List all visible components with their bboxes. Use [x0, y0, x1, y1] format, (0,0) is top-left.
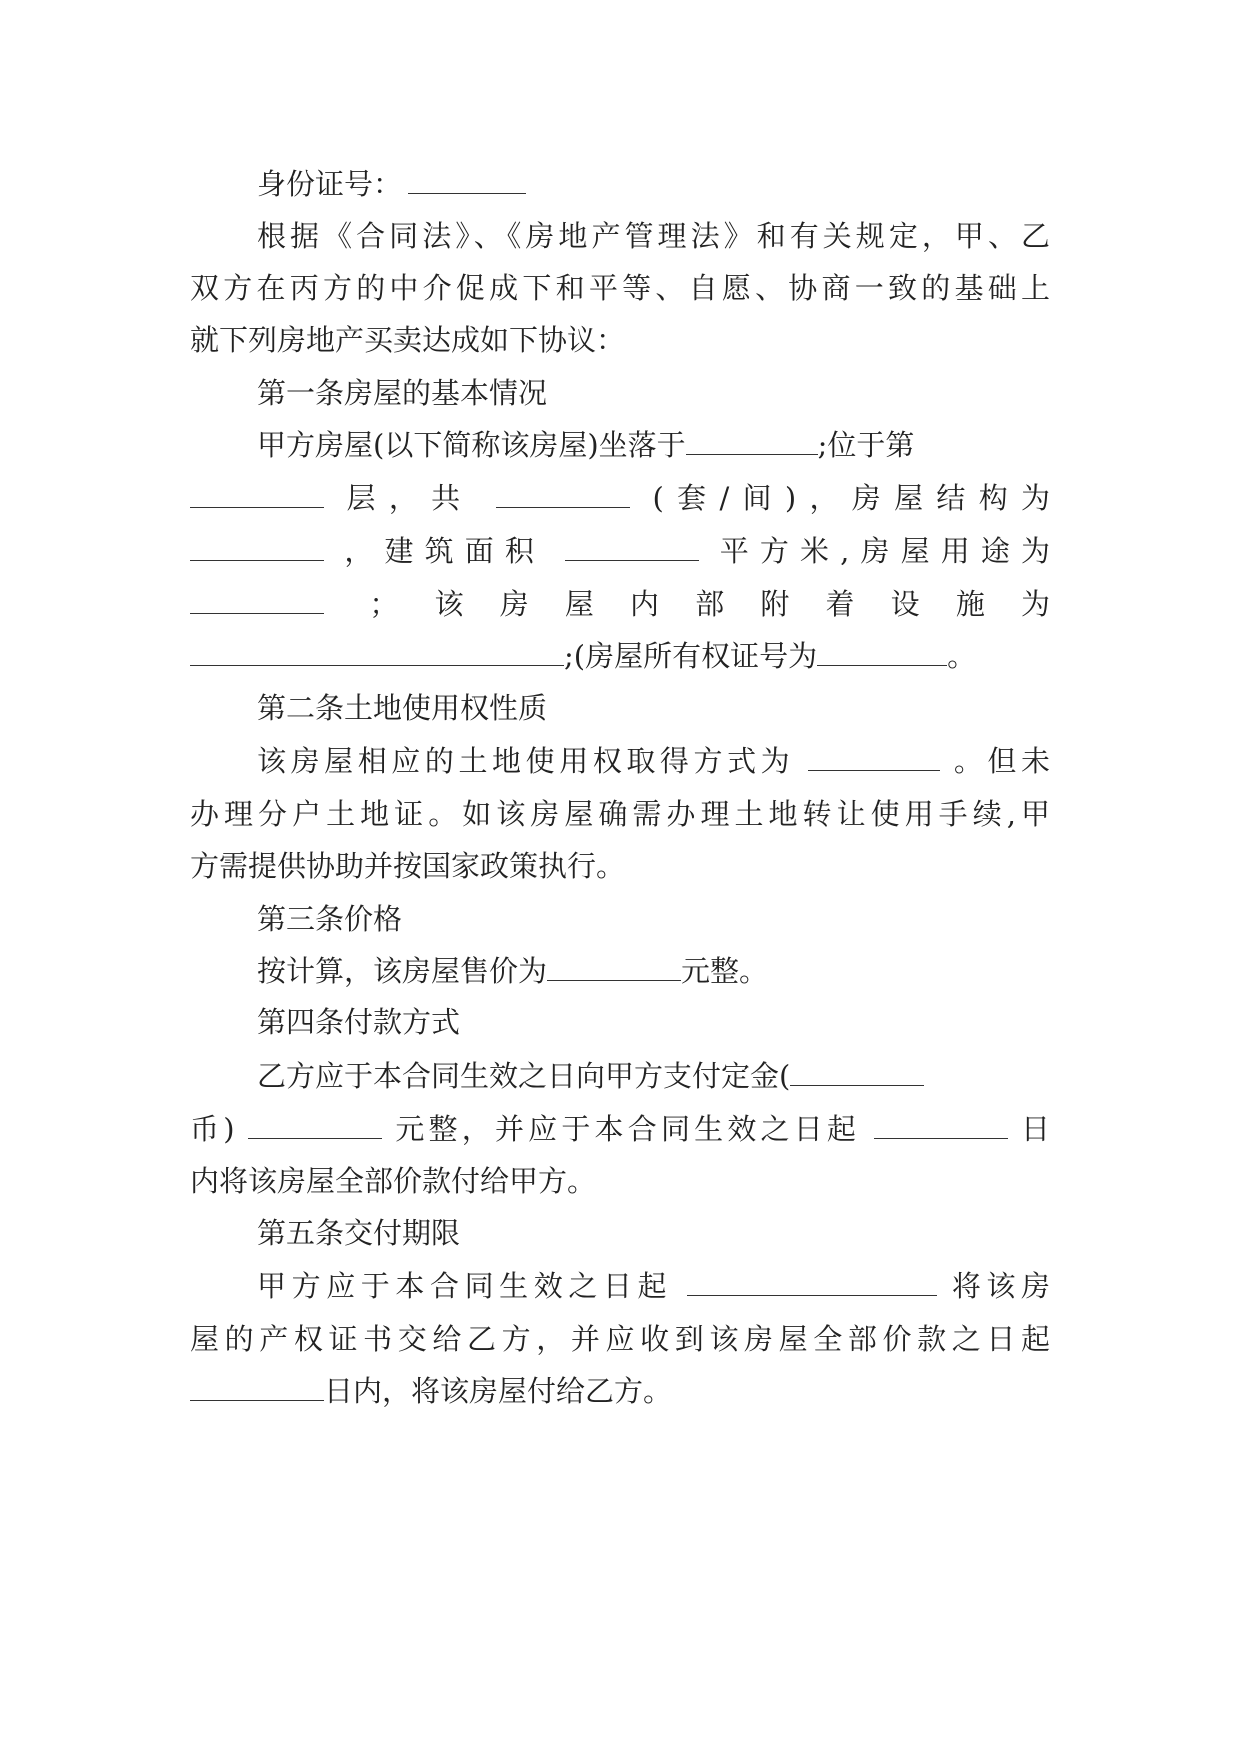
- article-5-text-3: 日内，将该房屋付给乙方。: [324, 1374, 673, 1408]
- article-4-text-2c: 日: [1020, 1112, 1050, 1146]
- article-2-text-1b: 。但未: [953, 744, 1050, 778]
- article-3-heading: [257, 895, 1050, 943]
- article-1-heading: [257, 369, 1050, 417]
- payment-days-blank: [874, 1108, 1008, 1139]
- preamble-line-1: [257, 212, 1050, 260]
- article-4-heading: [257, 998, 1050, 1046]
- location-blank: [686, 424, 818, 455]
- article-4-title: 第四条付款方式: [257, 1005, 461, 1039]
- article-2-text-2: 办理分户土地证。如该房屋确需办理土地转让使用手续,甲: [190, 797, 1050, 831]
- preamble-line-3: [190, 316, 1050, 364]
- article-1-text-4: ；该房屋内部附着设施为: [369, 587, 1050, 621]
- article-4-line-1: [257, 1052, 1050, 1100]
- article-1-line-1: [257, 421, 1050, 469]
- article-3-line-1: [257, 947, 1050, 995]
- article-3-text-1a: 按计算，该房屋售价为: [257, 954, 548, 988]
- article-5-text-2: 屋的产权证书交给乙方，并应收到该房屋全部价款之日起: [190, 1322, 1050, 1356]
- article-5-line-3: [190, 1367, 1050, 1415]
- article-2-text-1a: 该房屋相应的土地使用权取得方式为: [257, 744, 795, 778]
- article-4-text-3: 内将该房屋全部价款付给甲方。: [190, 1164, 597, 1198]
- article-5-title: 第五条交付期限: [257, 1216, 461, 1250]
- article-1-text-3a: ，建筑面积: [344, 534, 546, 568]
- certificate-number-blank: [817, 635, 947, 666]
- article-2-title: 第二条土地使用权性质: [257, 691, 548, 725]
- article-4-line-3: [190, 1157, 1050, 1205]
- article-4-text-1: 乙方应于本合同生效之日向甲方支付定金(: [257, 1059, 791, 1093]
- preamble-line-2: [190, 264, 1050, 312]
- article-5-line-2: [190, 1315, 1050, 1363]
- article-1-title: 第一条房屋的基本情况: [257, 376, 548, 410]
- article-1-text-2a: 层，共: [346, 481, 474, 515]
- article-5-text-1a: 甲方应于本合同生效之日起: [257, 1269, 673, 1303]
- handover-days-blank: [190, 1370, 324, 1401]
- article-2-line-1: [257, 737, 1050, 785]
- article-2-line-3: [190, 842, 1050, 890]
- article-1-line-3: [190, 527, 1050, 575]
- article-1-text-5a: ;(房屋所有权证号为: [564, 639, 818, 673]
- article-3-text-1b: 元整。: [681, 954, 769, 988]
- floor-blank: [190, 477, 324, 508]
- article-5-line-1: [257, 1262, 1050, 1310]
- article-1-text-2b: (套/间)，房屋结构为: [652, 481, 1051, 515]
- article-1-line-4: [190, 580, 1050, 628]
- article-4-text-2b: 元整，并应于本合同生效之日起: [395, 1112, 861, 1146]
- article-1-text-3b: 平方米,房屋用途为: [719, 534, 1051, 568]
- article-2-line-2: [190, 790, 1050, 838]
- id-number-label: 身份证号：: [257, 167, 403, 201]
- deposit-currency-blank: [790, 1055, 924, 1086]
- article-1-line-5: [190, 632, 1070, 680]
- preamble-text-1: 根据《合同法》、《房地产管理法》和有关规定，甲、乙: [257, 219, 1050, 253]
- preamble-text-3: 就下列房地产买卖达成如下协议：: [190, 323, 626, 357]
- article-1-text-5b: 。: [947, 639, 977, 673]
- article-2-heading: [257, 684, 1050, 732]
- article-1-line-2: [190, 474, 1050, 522]
- article-4-line-2: [190, 1105, 1050, 1153]
- article-2-text-3: 方需提供协助并按国家政策执行。: [190, 849, 626, 883]
- article-5-heading: [257, 1209, 1050, 1257]
- structure-blank: [190, 530, 324, 561]
- certificate-delivery-blank: [687, 1265, 937, 1296]
- article-1-text-1b: ;位于第: [817, 428, 915, 462]
- article-3-title: 第三条价格: [257, 902, 403, 936]
- price-blank: [547, 950, 681, 981]
- deposit-amount-blank: [248, 1108, 382, 1139]
- id-number-blank: [408, 163, 526, 194]
- preamble-text-2: 双方在丙方的中介促成下和平等、自愿、协商一致的基础上: [190, 271, 1050, 305]
- facilities-blank: [190, 635, 564, 666]
- usage-blank: [190, 583, 324, 614]
- units-blank: [496, 477, 630, 508]
- id-number-line: [257, 160, 1050, 208]
- article-4-text-2a: 币): [190, 1112, 235, 1146]
- article-1-text-1a: 甲方房屋(以下简称该房屋)坐落于: [257, 428, 686, 462]
- article-5-text-1b: 将该房: [951, 1269, 1051, 1303]
- land-acquisition-blank: [808, 740, 940, 771]
- area-blank: [565, 530, 699, 561]
